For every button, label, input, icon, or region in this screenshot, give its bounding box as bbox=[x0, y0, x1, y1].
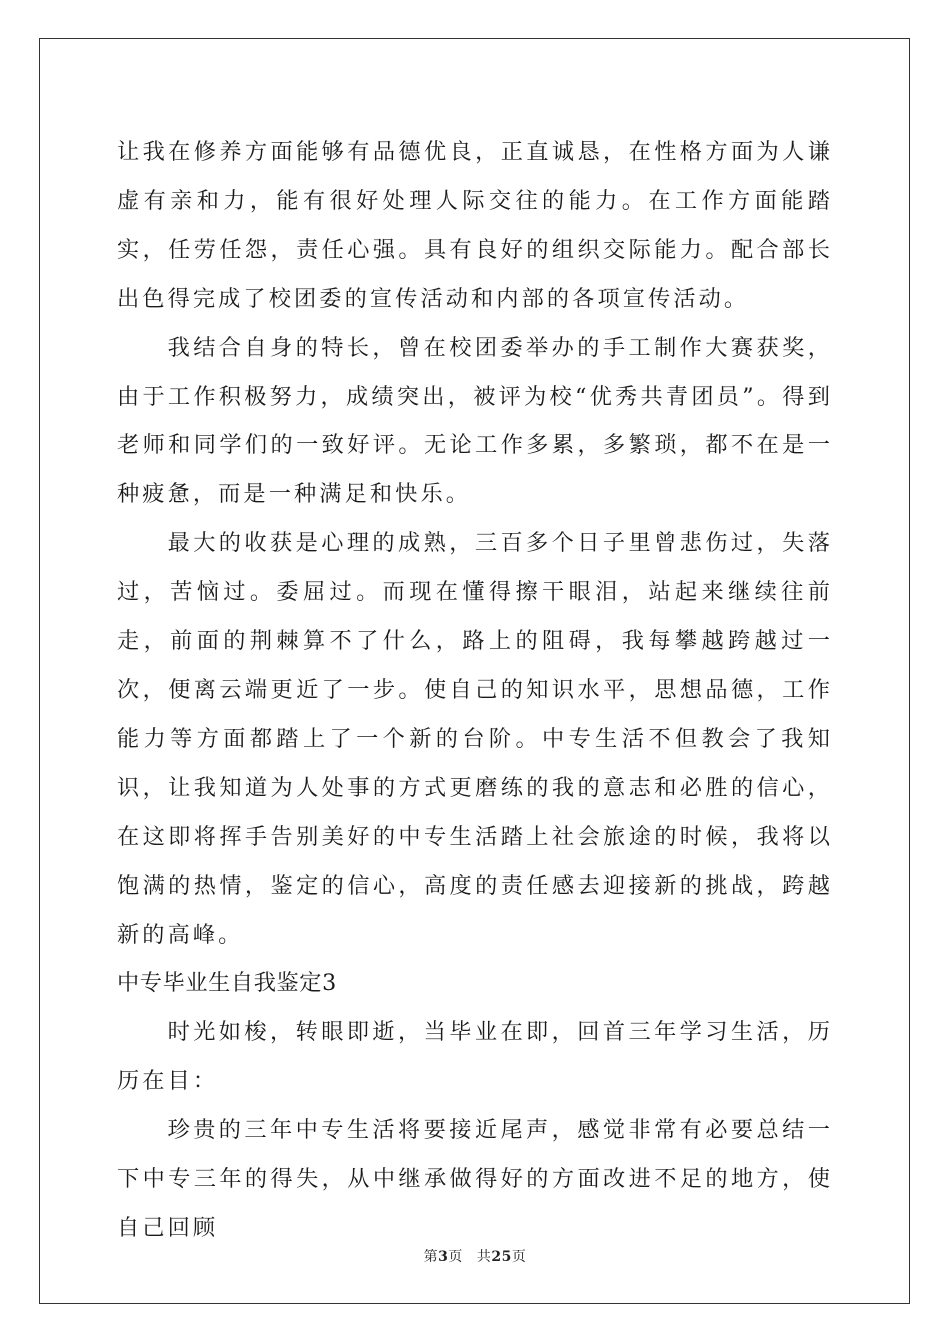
paragraph-continuation: 让我在修养方面能够有品德优良，正直诚恳，在性格方面为人谦虚有亲和力，能有很好处理人际交往的能力。在工作方面能踏实，任劳任怨，责任心强。具有良好的组织交际能力。配合部长出色得完成了校团委的宣传活动和内部的各项宣传活动。 bbox=[117, 139, 833, 312]
paragraph-summary: 珍贵的三年中专生活将要接近尾声，感觉非常有必要总结一下中专三年的得失，从中继承做得好的方面改进不足的地方，使自己回顾 bbox=[117, 1117, 833, 1241]
paragraph-intro: 时光如梭，转眼即逝，当毕业在即，回首三年学习生活，历历在目： bbox=[117, 1019, 833, 1095]
footer-page-suffix: 页 bbox=[448, 1249, 463, 1265]
section-title: 中专毕业生自我鉴定3 bbox=[117, 970, 337, 997]
total-pages-number: 25 bbox=[491, 1249, 512, 1265]
document-body bbox=[117, 128, 833, 1253]
footer-total-prefix: 共 bbox=[476, 1249, 492, 1265]
page-footer bbox=[0, 1246, 950, 1266]
footer-prefix: 第 bbox=[423, 1249, 439, 1265]
paragraph-achievements: 我结合自身的特长，曾在校团委举办的手工制作大赛获奖，由于工作积极努力，成绩突出，被评为校“优秀共青团员”。得到老师和同学们的一致好评。无论工作多累，多繁琐，都不在是一种疲惫，而是一种满足和快乐。 bbox=[117, 334, 833, 508]
footer-total-suffix: 页 bbox=[511, 1249, 527, 1265]
current-page-number: 3 bbox=[438, 1249, 449, 1265]
paragraph-harvest: 最大的收获是心理的成熟，三百多个日子里曾悲伤过，失落过，苦恼过。委屈过。而现在懂得擦干眼泪，站起来继续往前走，前面的荆棘算不了什么，路上的阻碍，我每攀越跨越过一次，便离云端更近了一步。使自己的知识水平，思想品德，工作能力等方面都踏上了一个新的台阶。中专生活不但教会了我知识，让我知道为人处事的方式更磨练的我的意志和必胜的信心，在这即将挥手告别美好的中专生活踏上社会旅途的时候，我将以饱满的热情，鉴定的信心，高度的责任感去迎接新的挑战，跨越新的高峰。 bbox=[117, 530, 833, 948]
